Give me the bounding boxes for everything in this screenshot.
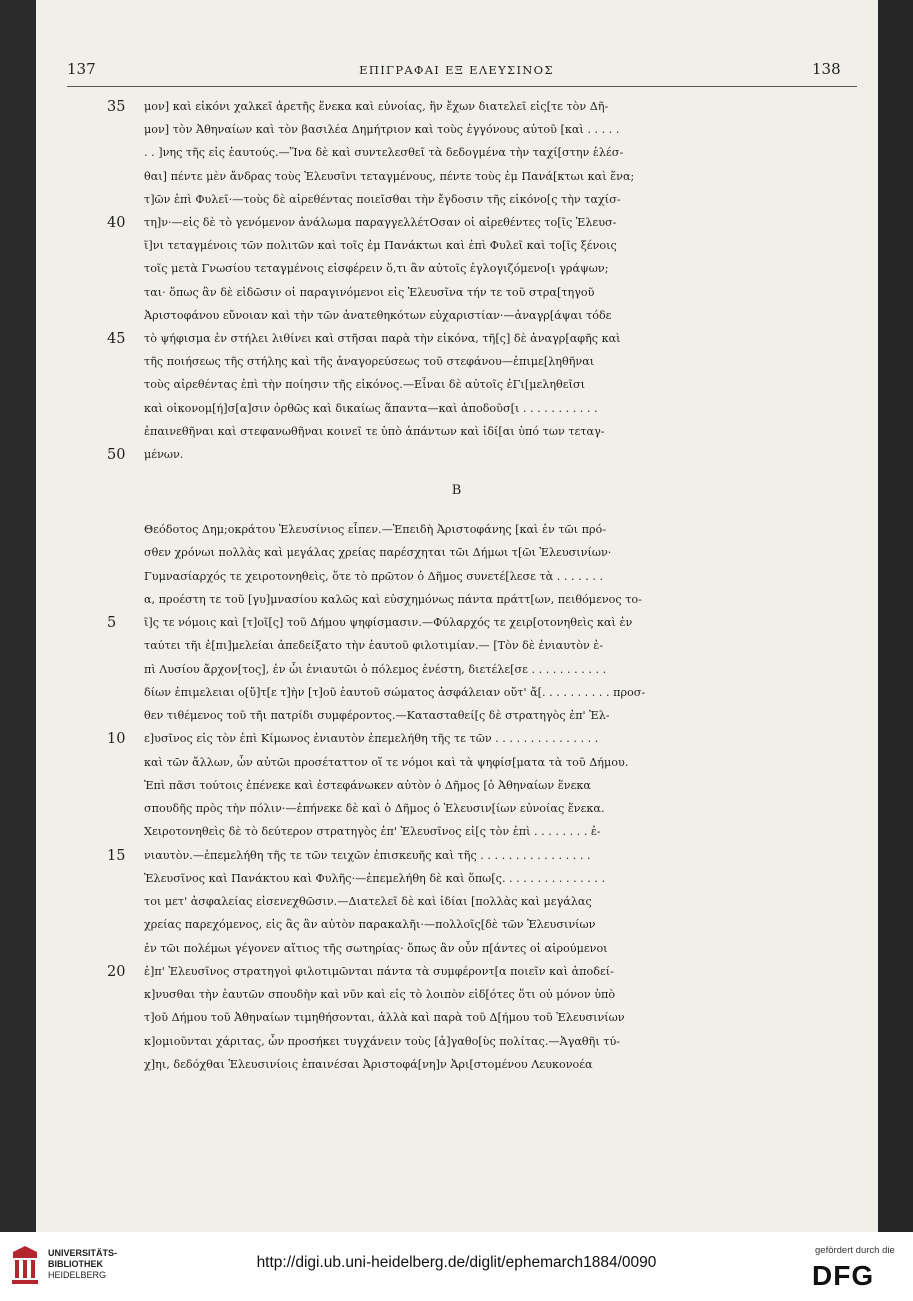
scan-left-edge xyxy=(0,0,36,1232)
logo-line-3: HEIDELBERG xyxy=(48,1270,107,1280)
right-page-number: 138 xyxy=(812,60,841,78)
text-line: ταύτει τῆι ἐ[πι]μελείαι ἀπεδείξατο τὴν ἑαυτοῦ φιλοτιμίαν.— [Τὸν δὲ ἐνιαυτὸν ἐ- xyxy=(144,639,604,653)
scan-right-edge xyxy=(878,0,913,1232)
funded-by-label: gefördert durch die xyxy=(815,1245,895,1256)
text-line: . . ]νης τῆς εἰς ἑαυτούς.—Ἵνα δὲ καὶ συντελεσθεῖ τὰ δεδογμένα τὴν ταχί[στην ἑλέσ- xyxy=(144,146,624,160)
text-line: Θεόδοτος Δημ;οκράτου Ἐλευσίνιος εἶπεν.—Ἐπειδὴ Ἀριστοφάνης [καὶ ἐν τῶι πρό- xyxy=(144,523,607,536)
text-line: ε]υσῖνος εἰς τὸν ἐπὶ Κίμωνος ἐνιαυτὸν ἐπεμελήθη τῆς τε τῶν . . . . . . . . . . . . . . . xyxy=(144,732,599,746)
text-line: χ]ηι, δεδόχθαι Ἐλευσινίοις ἐπαινέσαι Ἀριστοφά[νη]ν Ἀρι[στομένου Λευκονοέα xyxy=(144,1057,593,1071)
text-line: θαι] πέντε μὲν ἄνδρας τοὺς Ἐλευσῖνι τεταγμένους, πέντε τοὺς ἐμ Πανά[κτωι καὶ ἕνα; xyxy=(144,169,635,183)
text-line: ῖ]ς τε νόμοις καὶ [τ]οῖ[ς] τοῦ Δήμου ψηφίσμασιν.—Φύλαρχός τε χειρ[οτονηθεὶς καὶ ἐν xyxy=(144,616,633,629)
line-number: 35 xyxy=(107,99,126,115)
text-line: χρείας παρεχόμενος, εἰς ἃς ἂν αὐτὸν παρακαλῆι·—πολλοῖς[δὲ τῶν Ἐλευσινίων xyxy=(144,918,596,932)
logo-line-2: BIBLIOTHEK xyxy=(48,1259,103,1269)
line-number: 50 xyxy=(107,447,126,463)
text-line: τοι μετ' ἀσφαλείας εἰσενεχθῶσιν.—Διατελεῖ δὲ καὶ ἰδίαι [πολλὰς καὶ μεγάλας xyxy=(144,895,592,908)
text-line: καὶ τῶν ἄλλων, ὧν αὐτῶι προσέταττον οἵ τε νόμοι καὶ τὰ ψηφίσ[ματα τὰ τοῦ Δήμου. xyxy=(144,755,629,769)
text-line: νιαυτὸν.—ἐπεμελήθη τῆς τε τῶν τειχῶν ἐπισκευῆς καὶ τῆς . . . . . . . . . . . . . . . . xyxy=(144,848,591,862)
line-number: 10 xyxy=(107,731,126,748)
text-line: τ]οῦ Δήμου τοῦ Ἀθηναίων τιμηθήσονται, ἀλλὰ καὶ παρὰ τοῦ Δ[ήμου τοῦ Ἐλευσινίων xyxy=(144,1011,625,1025)
text-line: Χειροτονηθεὶς δὲ τὸ δεύτερον στρατηγὸς ἐπ' Ἐλευσῖνος εἰ[ς τὸν ἐπὶ . . . . . . . . ἐ- xyxy=(144,825,601,839)
source-url-link[interactable]: http://digi.ub.uni-heidelberg.de/diglit/ephemarch1884/0090 xyxy=(256,1254,657,1271)
text-line: θεν τιθέμενος τοῦ τῆι πατρίδι συμφέροντος.—Κατασταθεί[ς δὲ στρατηγὸς ἐπ' Ἐλ- xyxy=(144,709,610,722)
text-line: α, προέστη τε τοῦ [γυ]μνασίου καλῶς καὶ εὐσχημόνως πάντα πράττ[ων, πειθόμενος το- xyxy=(144,592,642,606)
text-line: τοῖς μετὰ Γνωσίου τεταγμένοις εἰσφέρειν ὅ,τι ἂν αὐτοῖς ἐγλογιζόμενο[ι γράψων; xyxy=(144,262,609,276)
line-number: 40 xyxy=(107,215,126,231)
text-line: Ἐλευσῖνος καὶ Πανάκτου καὶ Φυλῆς·—ἐπεμελήθη δὲ καὶ ὅπω[ς. . . . . . . . . . . . . . . xyxy=(144,871,606,885)
logo-line-1: UNIVERSITÄTS- xyxy=(48,1248,118,1258)
text-line: τ]ῶν ἐπὶ Φυλεῖ·—τοὺς δὲ αἱρεθέντας ποιεῖσθαι τὴν ἔγδοσιν τῆς εἰκόνο[ς τὴν ταχίσ- xyxy=(144,192,621,206)
text-line: σπουδῆς πρὸς τὴν πόλιν·—ἐπήνεκε δὲ καὶ ὁ Δῆμος ὁ Ἐλευσιν[ίων εὐνοίας ἕνεκα. xyxy=(144,802,605,815)
line-number: 45 xyxy=(107,331,126,347)
text-line: μον] καὶ εἰκόνι χαλκεῖ ἀρετῆς ἕνεκα καὶ εὐνοίας, ἣν ἔχων διατελεῖ εἰς[τε τὸν Δῆ- xyxy=(144,100,609,113)
left-page-number: 137 xyxy=(67,60,96,78)
text-line: δίων ἐπιμελειαι ο[ὔ]τ[ε τ]ὴν [τ]οῦ ἑαυτοῦ σώματος ἀσφάλειαν οὔτ' ἄ[. . . . . . . . . . προσ- xyxy=(144,685,646,699)
line-number: 15 xyxy=(107,847,126,864)
text-line: μον] τὸν Ἀθηναίων καὶ τὸν βασιλέα Δημήτριον καὶ τοὺς ἐγγόνους αὐτοῦ [καὶ . . . . . xyxy=(144,123,620,137)
text-line: ἐπαινεθῆναι καὶ στεφανωθῆναι κοινεῖ τε ὑπὸ ἁπάντων καὶ ἰδί[αι ὑπό των τεταγ- xyxy=(144,424,605,438)
section-heading-b: B xyxy=(451,483,462,498)
line-number: 20 xyxy=(107,963,126,980)
text-line: κ]ομιοῦνται χάριτας, ὧν προσήκει τυγχάνειν τοὺς [ἀ]γαθο[ὺς πολίτας.—Ἀγαθῆι τύ- xyxy=(144,1034,621,1048)
line-number: 5 xyxy=(107,615,117,631)
running-title: ΕΠΙΓΡΑΦΑΙ ΕΞ ΕΛΕΥΣΙΝΟΣ xyxy=(359,63,554,77)
text-line: σθεν χρόνωι πολλὰς καὶ μεγάλας χρείας παρέσχηται τῶι Δήμωι τ[ῶι Ἐλευσινίων· xyxy=(144,546,612,560)
text-line: ἐν τῶι πολέμωι γέγονεν αἴτιος τῆς σωτηρίας· ὅπως ἂν οὖν π[άντες οἱ αἱρούμενοι xyxy=(144,941,608,955)
text-line: Γυμνασίαρχός τε χειροτονηθεὶς, ὅτε τὸ πρῶτον ὁ Δῆμος συνετέ[λεσε τὰ . . . . . . . xyxy=(144,569,604,583)
text-line: τη]ν·—εἰς δὲ τὸ γενόμενον ἀνάλωμα παραγγελλέτΟσαν οἱ αἱρεθέντες το[ῖς Ἐλευσ- xyxy=(144,216,617,229)
text-line: πὶ Λυσίου ἄρχον[τος], ἐν ὧι ἐνιαυτῶι ὁ πόλεμος ἐνέστη, διετέλε[σε . . . . . . . . . . . xyxy=(144,662,607,676)
text-line: τὸ ψήφισμα ἐν στήλει λιθίνει καὶ στῆσαι παρὰ τὴν εἰκόνα, τῆ[ς] δὲ ἀναγρ[αφῆς καὶ xyxy=(144,332,621,345)
text-line: Ἀριστοφάνου εὔνοιαν καὶ τὴν τῶν ἀνατεθηκότων εὐχαριστίαν·—ἀναγρ[άψαι τόδε xyxy=(144,308,612,322)
text-line: ἐ]π' Ἐλευσῖνος στρατηγοὶ φιλοτιμῶνται πάντα τὰ συμφέροντ[α ποιεῖν καὶ ἀποδεί- xyxy=(144,964,614,978)
text-line: καὶ οἰκονομ[ή]σ[α]σιν ὀρθῶς καὶ δικαίως ἅπαντα—καὶ ἀποδοῦσ[ι . . . . . . . . . . . xyxy=(144,401,598,415)
text-line: τοὺς αἱρεθέντας ἐπὶ τὴν ποίησιν τῆς εἰκόνος.—Εἶναι δὲ αὐτοῖς ἐΓι[μεληθεῖσι xyxy=(144,378,585,392)
text-line: μένων. xyxy=(144,448,184,461)
text-line: Ἐπὶ πᾶσι τούτοις ἐπένεκε καὶ ἐστεφάνωκεν αὐτὸν ὁ Δῆμος [ὁ Ἀθηναίων ἕνεκα xyxy=(144,778,591,792)
text-line: ται· ὅπως ἂν δὲ εἰδῶσιν οἱ παραγινόμενοι εἰς Ἐλευσῖνα τήν τε τοῦ στρα[τηγοῦ xyxy=(144,285,595,299)
text-line: τῆς ποιήσεως τῆς στήλης καὶ τῆς ἀναγορεύσεως τοῦ στεφάνου—ἐπιμε[ληθῆναι xyxy=(144,355,595,369)
dfg-logo: DFG xyxy=(812,1260,875,1291)
header-rule xyxy=(67,86,857,87)
text-line: κ]νυσθαι τὴν ἑαυτῶν σπουδὴν καὶ νῦν καὶ εἰς τὸ λοιπὸν εἰδ[ότες ὅτι οὐ μόνον ὑπὸ xyxy=(144,988,616,1001)
text-line: ῖ]νι τεταγμένοις τῶν πολιτῶν καὶ τοῖς ἐμ Πανάκτωι καὶ ἐπὶ Φυλεῖ καὶ το[ῖς ξένοις xyxy=(144,239,617,253)
